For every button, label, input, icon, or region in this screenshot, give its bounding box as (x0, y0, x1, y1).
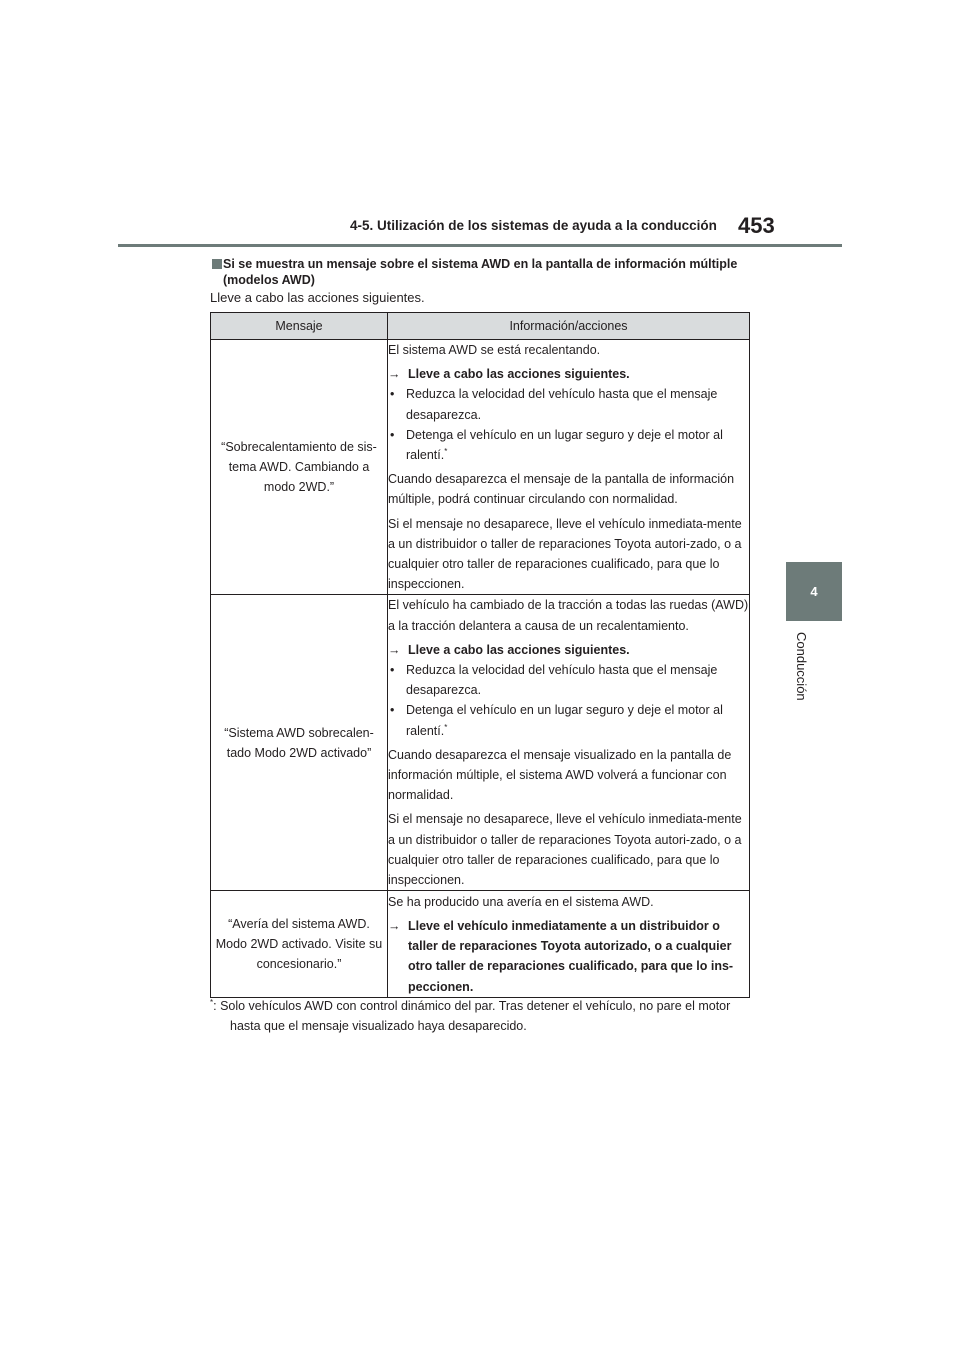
action-line (388, 640, 749, 660)
footnote-text: : Solo vehículos AWD con control dinámico del par. Tras detener el vehículo, no pare el motor hasta que el mensaje visualizado haya desaparecido. (213, 999, 731, 1033)
info-cell (388, 340, 750, 595)
footnote (210, 996, 755, 1036)
bullet-item (388, 700, 749, 740)
info-paragraph: Si el mensaje no desaparece, lleve el vehículo inmediata-mente a un distribuidor o taller de reparaciones Toyota autori-zado, o a cualquier otro taller de reparaciones cualificado, para que lo inspeccionen. (388, 812, 742, 888)
bullet-item (388, 660, 749, 700)
message-cell (211, 891, 388, 998)
info-paragraph: Si el mensaje no desaparece, lleve el vehículo inmediata-mente a un distribuidor o taller de reparaciones Toyota autori-zado, o a cualquier otro taller de reparaciones cualificado, para que lo inspeccionen. (388, 516, 742, 592)
arrow-icon: → (388, 642, 401, 657)
table-header-row (211, 313, 750, 340)
bullet-item (388, 425, 749, 465)
action-line (388, 364, 749, 384)
action-text: Lleve a cabo las acciones siguientes. (408, 367, 630, 382)
bullet-text: Reduzca la velocidad del vehículo hasta que el mensaje desaparezca. (406, 387, 718, 422)
message-line: “Sistema AWD sobrecalen- (224, 725, 374, 740)
info-cell (388, 891, 750, 998)
message-line: “Avería del sistema AWD. (228, 916, 370, 931)
arrow-icon: → (388, 367, 401, 382)
table-row (211, 595, 750, 891)
info-intro: El sistema AWD se está recalentando. (388, 343, 601, 357)
bullet-text: Detenga el vehículo en un lugar seguro y deje el motor al ralentí. (406, 427, 723, 463)
chapter-label: Conducción (794, 632, 809, 701)
info-paragraph: Cuando desaparezca el mensaje visualizado en la pantalla de información múltiple, el sistema AWD volverá a funcionar con normalidad. (388, 747, 732, 803)
table-row (211, 340, 750, 595)
message-line: Modo 2WD activado. Visite su (215, 937, 383, 952)
message-line: “Sobrecalentamiento de sis- (221, 439, 377, 454)
action-text: Lleve a cabo las acciones siguientes. (408, 642, 630, 657)
chapter-tab (786, 562, 842, 621)
page-number: 453 (738, 213, 775, 238)
column-header-message: Mensaje (211, 313, 388, 340)
bullet-item (388, 384, 749, 424)
action-text: Lleve el vehículo inmediatamente a un distribuidor o taller de reparaciones Toyota autorizado, o a cualquier otro taller de reparaciones cualificado, para que lo ins-peccionen. (408, 918, 734, 994)
message-table (210, 312, 750, 998)
footnote-marker: * (444, 446, 448, 456)
table-row (211, 891, 750, 998)
action-line (388, 916, 749, 997)
chapter-number: 4 (810, 584, 818, 599)
header-divider (118, 244, 842, 247)
message-line: tema AWD. Cambiando a (228, 460, 370, 475)
message-line: modo 2WD.” (263, 480, 335, 495)
info-intro: Se ha producido una avería en el sistema AWD. (388, 894, 654, 909)
message-cell (211, 595, 388, 891)
message-line: concesionario.” (256, 957, 342, 972)
bullet-icon: • (390, 387, 395, 402)
bullet-text: Reduzca la velocidad del vehículo hasta que el mensaje desaparezca. (406, 663, 718, 698)
info-cell (388, 595, 750, 891)
section-heading (210, 256, 755, 288)
info-paragraph: Cuando desaparezca el mensaje de la pantalla de información múltiple, podrá continuar circulando con normalidad. (388, 472, 735, 507)
footnote-marker: * (444, 722, 448, 732)
arrow-icon: → (388, 918, 401, 933)
message-cell (211, 340, 388, 595)
bullet-icon: • (390, 703, 395, 718)
info-intro: El vehículo ha cambiado de la tracción a todas las ruedas (AWD) a la tracción delantera a causa de un recalentamiento. (388, 598, 749, 633)
bullet-text: Detenga el vehículo en un lugar seguro y deje el motor al ralentí. (406, 703, 723, 738)
bullet-icon: • (390, 663, 395, 678)
intro-text: Lleve a cabo las acciones siguientes. (210, 290, 425, 305)
bullet-icon: • (390, 427, 395, 442)
section-heading-text: Si se muestra un mensaje sobre el sistema AWD en la pantalla de información múltiple (modelos AWD) (223, 257, 738, 287)
column-header-info: Información/acciones (388, 313, 750, 340)
footnote-mark: * (210, 997, 214, 1007)
section-header-title: 4-5. Utilización de los sistemas de ayuda a la conducción (350, 218, 717, 233)
message-line: tado Modo 2WD activado” (226, 745, 372, 760)
